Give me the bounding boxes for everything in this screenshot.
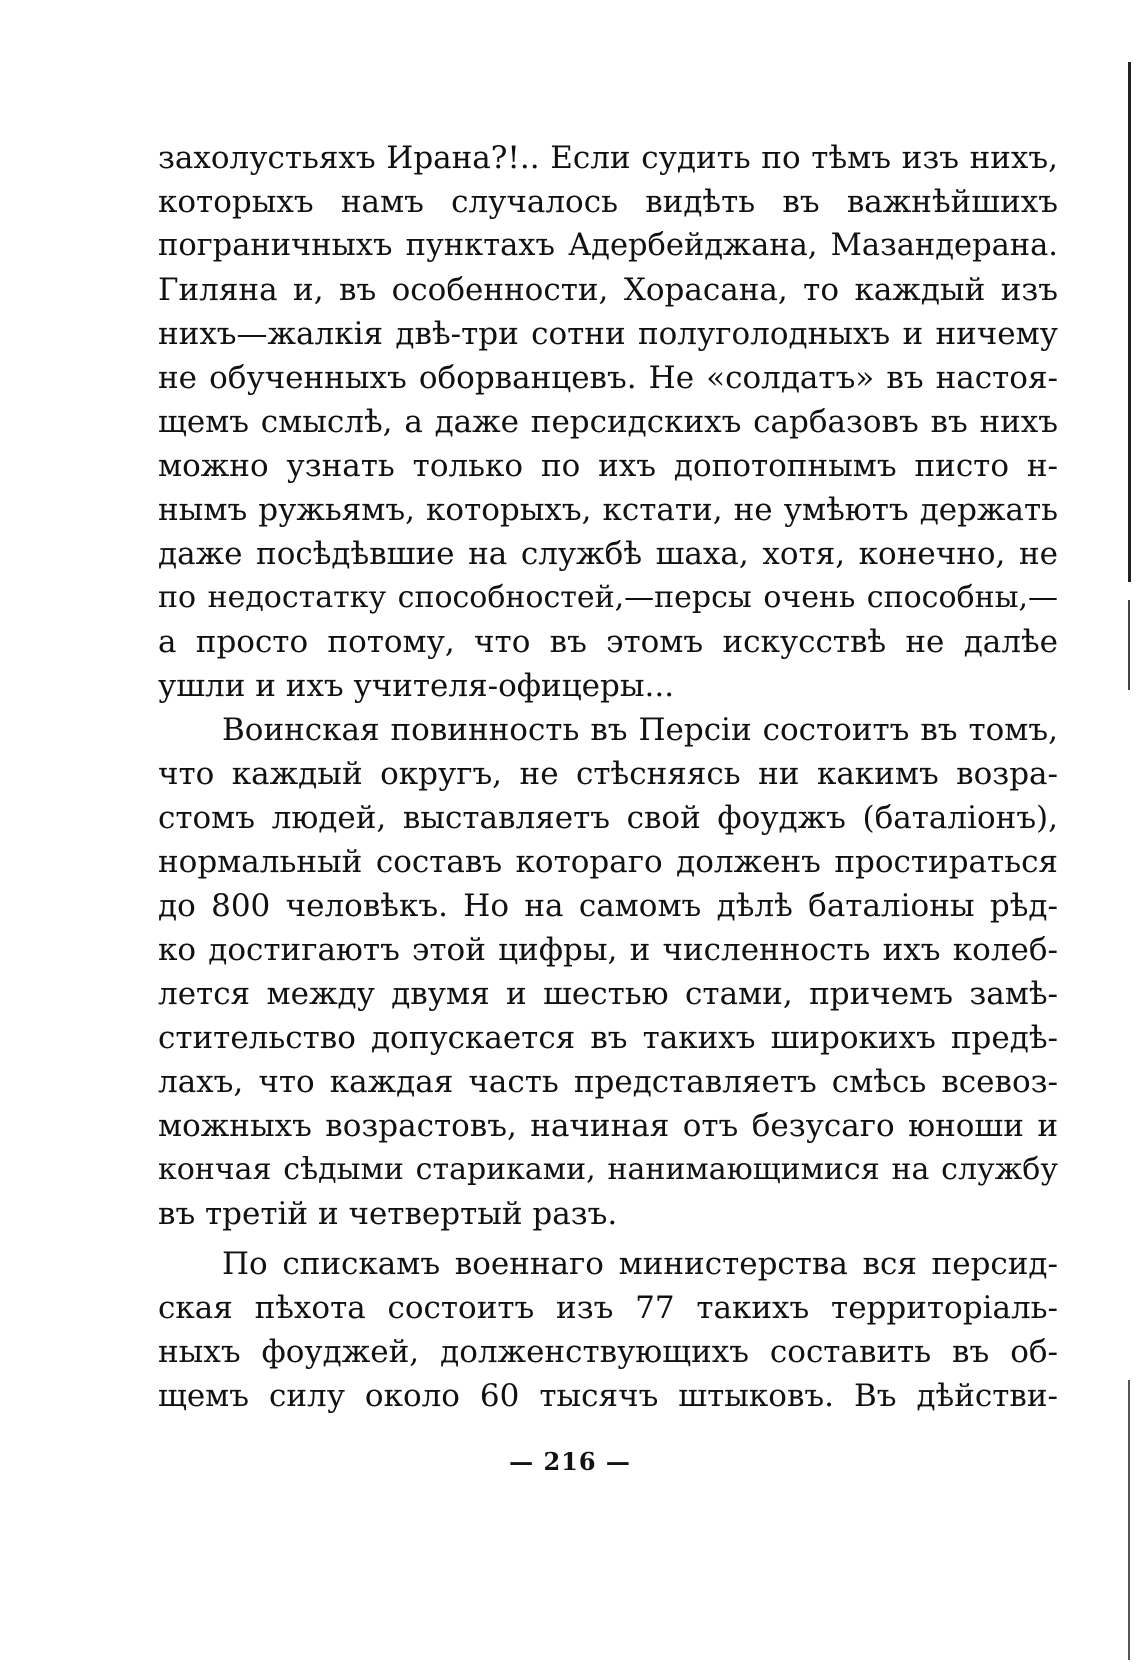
text-line: щемъ силу около 60 тысячъ штыковъ. Въ дѣйстви- — [158, 1378, 1058, 1414]
text-line: Воинская повинность въ Персiи состоитъ въ томъ, — [222, 712, 1058, 748]
text-line: до 800 человѣкъ. Но на самомъ дѣлѣ баталiоны рѣд- — [158, 888, 1058, 924]
text-line: нихъ—жалкiя двѣ-три сотни полуголодныхъ и ничему — [158, 316, 1058, 352]
text-line: по недостатку способностей,—персы очень способны,— — [158, 580, 1058, 615]
text-line: лахъ, что каждая часть представляетъ смѣсь всевоз- — [158, 1064, 1058, 1100]
text-line: щемъ смыслѣ, а даже персидскихъ сарбазовъ въ нихъ — [158, 404, 1058, 440]
text-line: ская пѣхота состоитъ изъ 77 такихъ территорiаль- — [158, 1290, 1058, 1326]
text-line: можныхъ возрастовъ, начиная отъ безусаго юноши и — [158, 1108, 1058, 1144]
text-line: которыхъ намъ случалось видѣть въ важнѣйшихъ — [158, 184, 1058, 220]
text-line: захолустьяхъ Ирана?!.. Если судить по тѣмъ изъ нихъ, — [158, 140, 1058, 176]
text-line: лется между двумя и шестью стами, причемъ замѣ- — [158, 976, 1058, 1012]
page-number: — 216 — — [509, 1447, 631, 1476]
text-line: что каждый округъ, не стѣсняясь ни какимъ возра- — [158, 756, 1058, 792]
text-line: ныхъ фоуджей, долженствующихъ составить въ об- — [158, 1334, 1058, 1370]
text-line: не обученныхъ оборванцевъ. Не «солдатъ» въ настоя- — [158, 360, 1058, 396]
text-line: ушли и ихъ учителя-офицеры... — [158, 668, 675, 704]
text-line: въ третiй и четвертый разъ. — [158, 1196, 618, 1232]
page-edge-mark — [1128, 600, 1130, 690]
text-line: стомъ людей, выставляетъ свой фоуджъ (баталiонъ), — [158, 800, 1058, 836]
text-line: пограничныхъ пунктахъ Адербейджана, Мазандерана. — [158, 228, 1058, 263]
text-line: ко достигаютъ этой цифры, и численность ихъ колеб- — [158, 932, 1058, 968]
text-line: а просто потому, что въ этомъ искусствѣ не далѣе — [158, 624, 1058, 660]
text-line: Гиляна и, въ особенности, Хорасана, то каждый изъ — [158, 272, 1058, 308]
page-edge-mark — [1128, 62, 1131, 582]
text-line: стительство допускается въ такихъ широкихъ предѣ- — [158, 1020, 1058, 1056]
text-line: нымъ ружьямъ, которыхъ, кстати, не умѣютъ держать — [158, 492, 1058, 528]
text-line: нормальный составъ котораго долженъ простираться — [158, 844, 1058, 880]
page-edge-mark — [1128, 1380, 1130, 1660]
body-text — [158, 136, 1058, 1418]
text-line: можно узнать только по ихъ допотопнымъ писто н- — [158, 448, 1058, 484]
text-line: даже посѣдѣвшие на службѣ шаха, хотя, конечно, не — [158, 536, 1058, 572]
text-line: По спискамъ военнаго министерства вся персид- — [222, 1246, 1058, 1282]
text-line: кончая сѣдыми стариками, нанимающимися на службу — [158, 1152, 1058, 1187]
